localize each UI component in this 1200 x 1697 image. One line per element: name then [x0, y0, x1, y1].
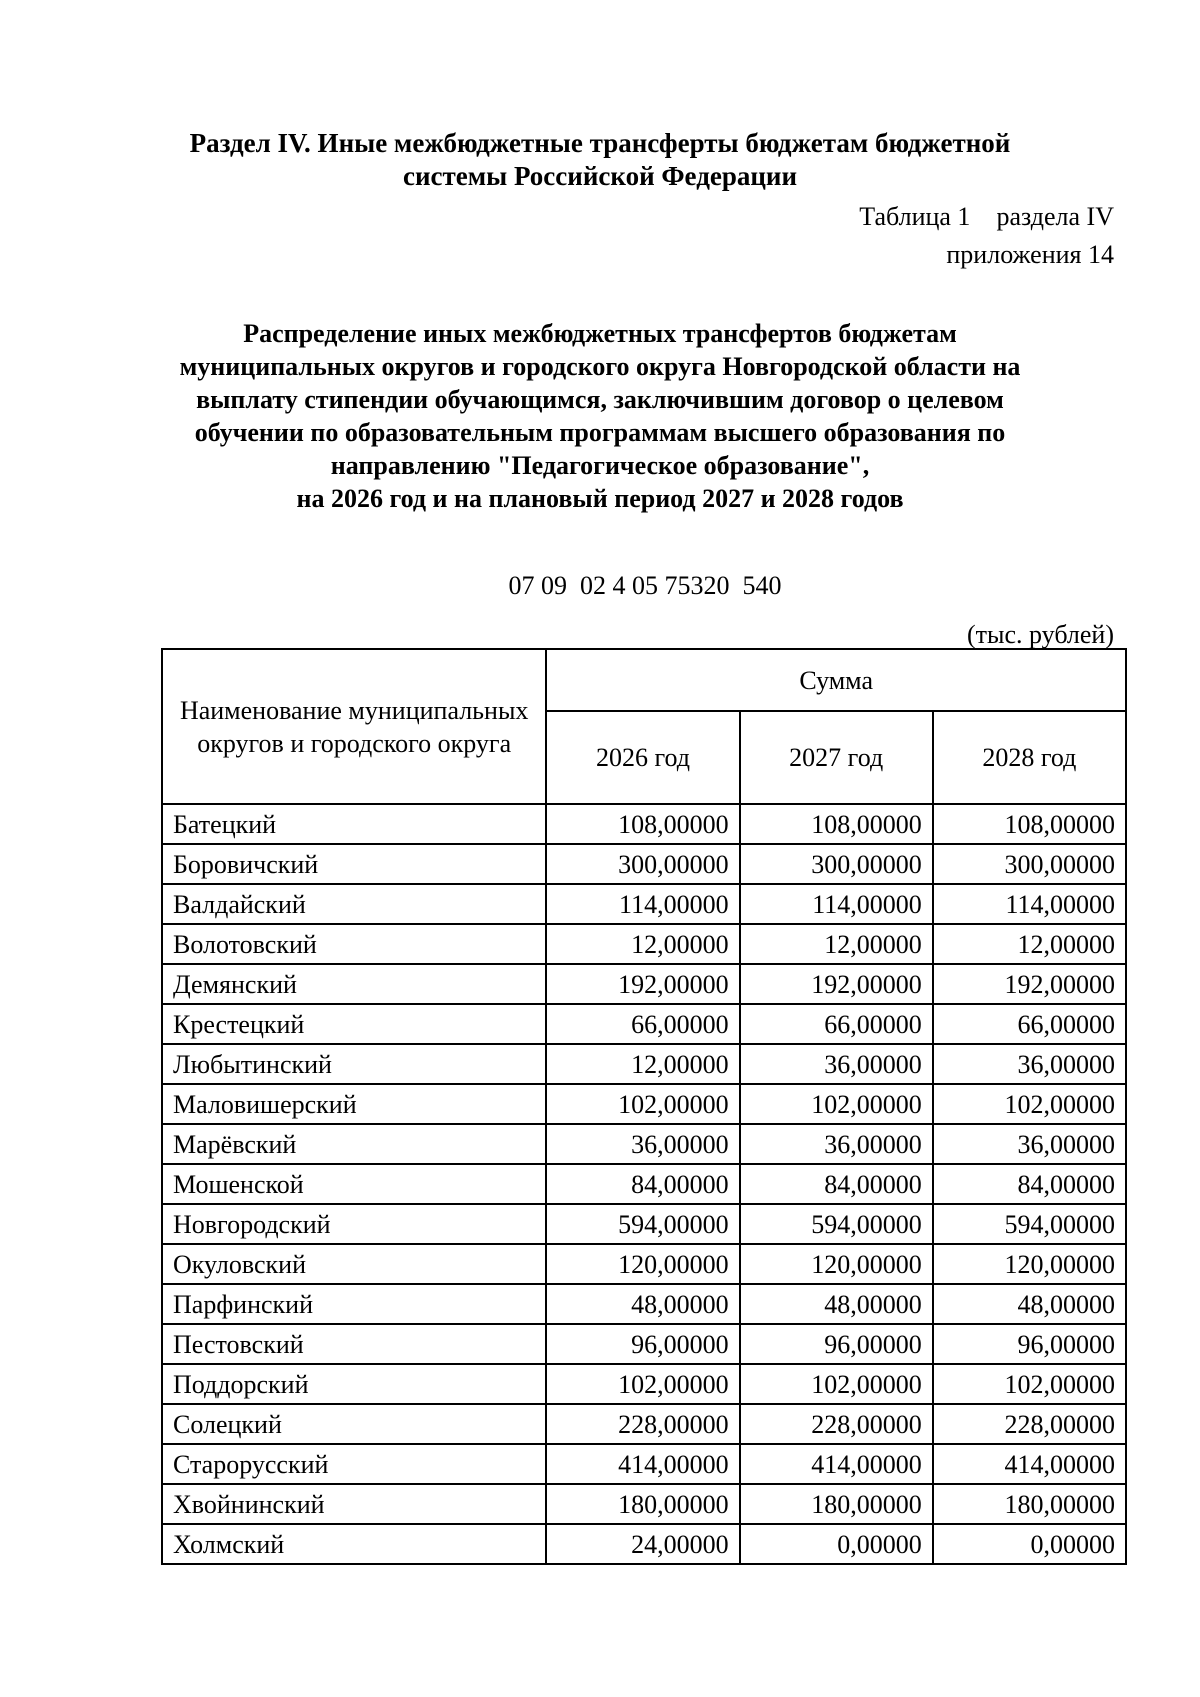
- value-2026-cell: 102,00000: [546, 1364, 739, 1404]
- table-row: [162, 1044, 1126, 1084]
- section-reference-label: раздела IV: [996, 202, 1114, 231]
- municipality-name-cell: Валдайский: [162, 884, 546, 924]
- table-row: [162, 1244, 1126, 1284]
- value-2026-cell: 120,00000: [546, 1244, 739, 1284]
- table-row: [162, 844, 1126, 884]
- section-title-line: системы Российской Федерации: [402, 161, 798, 191]
- budget-classification-code: 07 09 02 4 05 75320 540: [508, 571, 782, 600]
- value-2026-cell: 12,00000: [546, 1044, 739, 1084]
- value-2026-cell: 48,00000: [546, 1284, 739, 1324]
- value-2027-cell: 102,00000: [740, 1084, 933, 1124]
- value-2026-cell: 84,00000: [546, 1164, 739, 1204]
- value-2028-cell: 192,00000: [933, 964, 1126, 1004]
- value-2027-cell: 228,00000: [740, 1404, 933, 1444]
- municipality-name-cell: Батецкий: [162, 804, 546, 844]
- municipality-name-cell: Пестовский: [162, 1324, 546, 1364]
- municipality-name-cell: Парфинский: [162, 1284, 546, 1324]
- municipality-name-cell: Окуловский: [162, 1244, 546, 1284]
- value-2026-cell: 12,00000: [546, 924, 739, 964]
- table-reference: [859, 198, 1114, 274]
- value-2026-cell: 228,00000: [546, 1404, 739, 1444]
- value-2026-cell: 594,00000: [546, 1204, 739, 1244]
- table-number-label: Таблица 1: [859, 202, 971, 231]
- header-year-2028: 2028 год: [933, 711, 1126, 804]
- municipality-name-cell: Крестецкий: [162, 1004, 546, 1044]
- value-2027-cell: 102,00000: [740, 1364, 933, 1404]
- appendix-reference-label: приложения 14: [946, 240, 1114, 269]
- value-2026-cell: 192,00000: [546, 964, 739, 1004]
- value-2027-cell: 114,00000: [740, 884, 933, 924]
- municipality-name-cell: Любытинский: [162, 1044, 546, 1084]
- transfers-table: [161, 648, 1127, 1565]
- value-2027-cell: 300,00000: [740, 844, 933, 884]
- value-2027-cell: 108,00000: [740, 804, 933, 844]
- municipality-name-cell: Мошенской: [162, 1164, 546, 1204]
- table-row: [162, 804, 1126, 844]
- value-2027-cell: 84,00000: [740, 1164, 933, 1204]
- table-row: [162, 1124, 1126, 1164]
- value-2027-cell: 48,00000: [740, 1284, 933, 1324]
- distribution-title: [160, 317, 1040, 515]
- municipality-name-cell: Боровичский: [162, 844, 546, 884]
- title-line: на 2026 год и на плановый период 2027 и 2028 годов: [296, 484, 904, 513]
- table-row: [162, 1324, 1126, 1364]
- table-row: [162, 884, 1126, 924]
- header-municipality-name: Наименование муниципальных округов и городского округа: [162, 649, 546, 804]
- municipality-name-cell: Солецкий: [162, 1404, 546, 1444]
- value-2026-cell: 300,00000: [546, 844, 739, 884]
- table-row: [162, 1084, 1126, 1124]
- value-2027-cell: 36,00000: [740, 1044, 933, 1084]
- table-row: [162, 1444, 1126, 1484]
- value-2026-cell: 66,00000: [546, 1004, 739, 1044]
- value-2026-cell: 414,00000: [546, 1444, 739, 1484]
- value-2027-cell: 594,00000: [740, 1204, 933, 1244]
- value-2028-cell: 180,00000: [933, 1484, 1126, 1524]
- value-2028-cell: 102,00000: [933, 1364, 1126, 1404]
- value-2026-cell: 114,00000: [546, 884, 739, 924]
- value-2027-cell: 0,00000: [740, 1524, 933, 1564]
- municipality-name-cell: Старорусский: [162, 1444, 546, 1484]
- value-2027-cell: 180,00000: [740, 1484, 933, 1524]
- title-line: обучении по образовательным программам высшего образования по: [194, 418, 1006, 447]
- value-2028-cell: 120,00000: [933, 1244, 1126, 1284]
- value-2028-cell: 96,00000: [933, 1324, 1126, 1364]
- value-2027-cell: 12,00000: [740, 924, 933, 964]
- municipality-name-cell: Маловишерский: [162, 1084, 546, 1124]
- municipality-name-cell: Новгородский: [162, 1204, 546, 1244]
- header-year-2027: 2027 год: [740, 711, 933, 804]
- value-2026-cell: 180,00000: [546, 1484, 739, 1524]
- value-2027-cell: 66,00000: [740, 1004, 933, 1044]
- section-title: [160, 127, 1040, 193]
- table-body: [162, 804, 1126, 1564]
- header-year-2026: 2026 год: [546, 711, 739, 804]
- municipality-name-cell: Холмский: [162, 1524, 546, 1564]
- municipality-name-cell: Демянский: [162, 964, 546, 1004]
- municipality-name-cell: Хвойнинский: [162, 1484, 546, 1524]
- value-2028-cell: 414,00000: [933, 1444, 1126, 1484]
- value-2028-cell: 36,00000: [933, 1124, 1126, 1164]
- value-2028-cell: 108,00000: [933, 804, 1126, 844]
- value-2027-cell: 192,00000: [740, 964, 933, 1004]
- value-2028-cell: 228,00000: [933, 1404, 1126, 1444]
- municipality-name-cell: Марёвский: [162, 1124, 546, 1164]
- value-2028-cell: 84,00000: [933, 1164, 1126, 1204]
- table-row: [162, 964, 1126, 1004]
- table-row: [162, 1004, 1126, 1044]
- value-2026-cell: 102,00000: [546, 1084, 739, 1124]
- value-2028-cell: 12,00000: [933, 924, 1126, 964]
- table-row: [162, 1164, 1126, 1204]
- table-row: [162, 1364, 1126, 1404]
- value-2028-cell: 102,00000: [933, 1084, 1126, 1124]
- title-line: муниципальных округов и городского округа Новгородской области на: [179, 352, 1021, 381]
- value-2027-cell: 96,00000: [740, 1324, 933, 1364]
- value-2027-cell: 36,00000: [740, 1124, 933, 1164]
- table-row: [162, 1524, 1126, 1564]
- value-2026-cell: 36,00000: [546, 1124, 739, 1164]
- value-2028-cell: 66,00000: [933, 1004, 1126, 1044]
- table-row: [162, 1404, 1126, 1444]
- value-2028-cell: 594,00000: [933, 1204, 1126, 1244]
- table-row: [162, 924, 1126, 964]
- table-row: [162, 1484, 1126, 1524]
- value-2027-cell: 414,00000: [740, 1444, 933, 1484]
- value-2028-cell: 0,00000: [933, 1524, 1126, 1564]
- section-title-line: Раздел IV. Иные межбюджетные трансферты бюджетам бюджетной: [189, 128, 1011, 158]
- table-row: [162, 1284, 1126, 1324]
- municipality-name-cell: Поддорский: [162, 1364, 546, 1404]
- units-label: (тыс. рублей): [966, 620, 1114, 649]
- title-line: Распределение иных межбюджетных трансфертов бюджетам: [243, 319, 957, 348]
- title-line: направлению "Педагогическое образование",: [330, 451, 870, 480]
- value-2026-cell: 24,00000: [546, 1524, 739, 1564]
- table-row: [162, 1204, 1126, 1244]
- value-2027-cell: 120,00000: [740, 1244, 933, 1284]
- value-2028-cell: 48,00000: [933, 1284, 1126, 1324]
- value-2028-cell: 36,00000: [933, 1044, 1126, 1084]
- value-2028-cell: 114,00000: [933, 884, 1126, 924]
- value-2026-cell: 96,00000: [546, 1324, 739, 1364]
- header-sum: Сумма: [546, 649, 1126, 711]
- value-2028-cell: 300,00000: [933, 844, 1126, 884]
- value-2026-cell: 108,00000: [546, 804, 739, 844]
- title-line: выплату стипендии обучающимся, заключившим договор о целевом: [196, 385, 1004, 414]
- municipality-name-cell: Волотовский: [162, 924, 546, 964]
